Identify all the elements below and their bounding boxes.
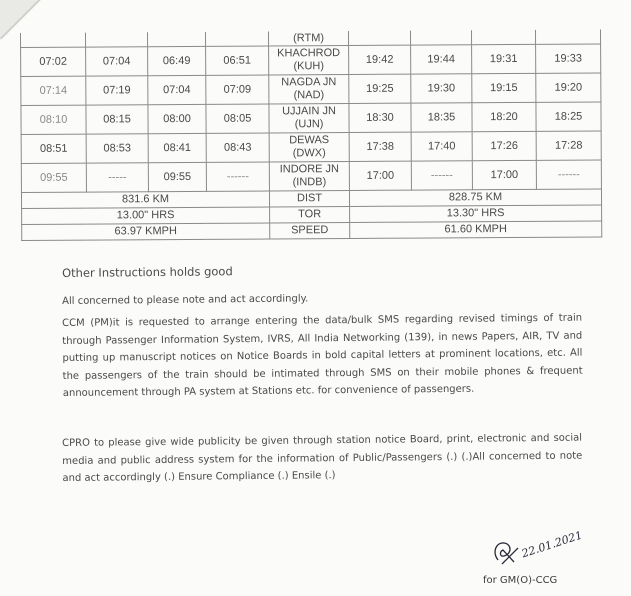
time-cell: 19:25 [349,74,411,103]
time-cell: 07:14 [21,76,86,105]
signatory: for GM(O)-CCG [483,575,558,586]
time-cell: 17:38 [349,132,411,161]
signature-date: 22.01.2021 [520,528,584,561]
time-cell: 07:09 [206,75,269,104]
time-cell: 17:26 [472,131,536,160]
tor-label: TOR [270,206,350,222]
time-cell: 06:49 [148,46,206,75]
station-name: KHACHROD [277,47,341,60]
time-cell: 18:25 [536,102,601,131]
cell [205,31,268,46]
time-cell: 08:51 [21,134,86,163]
summary-row-speed [22,221,602,241]
instructions-heading: Other Instructions holds good [62,264,233,280]
station-cell: (RTM) [268,31,348,46]
station-cell [269,74,349,103]
time-cell: 07:04 [86,47,148,76]
time-cell: 07:02 [21,47,86,76]
time-cell: 19:33 [536,44,601,73]
table-row [21,44,601,77]
time-cell: 17:40 [411,132,472,161]
station-cell [269,132,349,161]
tor-left: 13.00" HRS [22,207,270,225]
station-name: NAGDA JN [281,76,337,89]
station-name: DEWAS [289,134,330,147]
time-cell: 19:44 [411,45,472,74]
time-cell: 17:00 [472,160,536,189]
time-cell: ------ [536,160,601,189]
speed-left: 63.97 KMPH [22,223,270,241]
time-cell: 08:41 [148,133,206,162]
table-row [21,73,601,106]
table-row [21,102,601,135]
paragraph-cpro: CPRO to please give wide publicity be given through station notice Board, print, electronic and social media and public address system for the information of Public/Passengers (.) (.)All concerned to note and act accordingly (.) Ensure Compliance (.) Ensile (.) [62,432,583,484]
speed-label: SPEED [270,222,350,238]
cell [147,32,205,47]
time-cell: 07:19 [86,76,148,105]
station-name: UJJAIN JN [282,105,336,118]
cell [471,30,535,45]
cell [535,29,600,44]
time-cell: 19:30 [411,74,472,103]
time-cell: 09:55 [148,162,206,191]
table-row [21,160,601,193]
station-code: (DWX) [292,147,326,160]
time-cell: 08:15 [86,105,148,134]
cell [410,30,471,45]
time-cell: 18:20 [472,102,536,131]
time-cell: 09:55 [21,163,86,192]
time-cell: 08:00 [148,104,206,133]
timetable [20,29,602,241]
cell [85,32,147,47]
paragraph-note: All concerned to please note and act accordingly. [62,293,309,307]
station-cell [269,45,349,74]
dist-right: 828.75 KM [349,189,601,207]
station-name: INDORE JN [279,163,340,176]
time-cell: 08:10 [21,105,86,134]
dist-label: DIST [269,190,349,206]
time-cell: 18:35 [411,103,472,132]
table-row [21,131,601,164]
time-cell: 08:05 [206,104,269,133]
cell [20,33,85,48]
dist-left: 831.6 KM [21,191,269,209]
cell [348,31,410,46]
tor-right: 13.30" HRS [350,205,602,223]
station-code: (INDB) [292,176,327,189]
time-cell: ------ [411,161,472,190]
paragraph-ccm: CCM (PM)it is requested to arrange entering the data/bulk SMS regarding revised timings of train through Passenger Information System, IVRS, All India Networking (139), in news Papers, AIR, TV and putting up manuscript notices on Notice Boards in bold capital letters at prominent locations, etc. All the passengers of the train should be intimated through SMS on their mobile phones & frequent announcement through PA system at Stations etc. for convenience of passengers. [62,312,583,399]
time-cell: ------ [206,162,269,191]
station-code: (KUH) [293,60,325,73]
station-cell [269,103,349,132]
time-cell: 19:31 [472,44,536,73]
time-cell: ----- [86,163,148,192]
speed-right: 61.60 KMPH [350,221,602,239]
station-cell [269,161,349,190]
time-cell: 06:51 [206,46,269,75]
time-cell: 17:28 [536,131,601,160]
time-cell: 07:04 [148,75,206,104]
time-cell: 08:53 [86,134,148,163]
time-cell: 08:43 [206,133,269,162]
time-cell: 17:00 [349,161,411,190]
time-cell: 19:42 [349,45,411,74]
time-cell: 19:20 [536,73,601,102]
station-code: (UJN) [294,118,324,131]
station-code: (NAD) [293,89,325,102]
time-cell: 18:30 [349,103,411,132]
time-cell: 19:15 [472,73,536,102]
